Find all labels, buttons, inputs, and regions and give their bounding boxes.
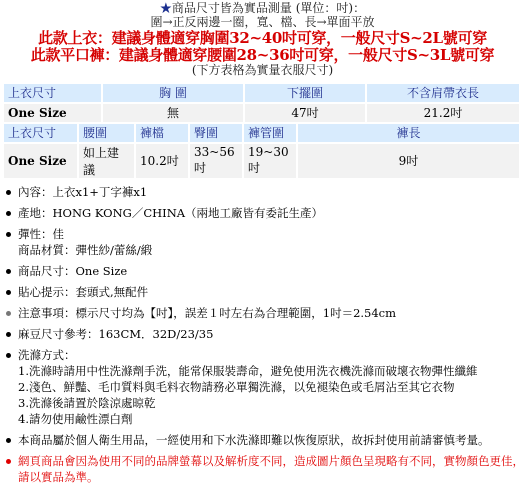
table-header-cell: 褲檔 (136, 124, 188, 142)
bullet-icon (6, 332, 11, 337)
table-cell: 如上建議 (79, 144, 134, 178)
list-item: 商品尺寸：One Size (6, 263, 525, 279)
product-details-list (0, 184, 525, 485)
list-item: 產地：HONG KONG／CHINA（兩地工廠皆有委託生產） (6, 205, 525, 221)
table-header-row (4, 84, 519, 102)
table-row (4, 104, 519, 122)
table-note: (下方表格為實量衣服尺寸) (191, 63, 334, 78)
top-fit-advice: 此款上衣：建議身體適穿胸圍32~40吋可穿，一般尺寸S~2L號可穿 (38, 28, 487, 47)
table-cell: One Size (4, 144, 77, 178)
table-header-cell: 胸 圍 (103, 84, 243, 102)
measure-note: ★商品尺寸皆為實品測量 (單位：吋)： (159, 1, 366, 15)
list-item: 貼心提示：套頭式,無配件 (6, 284, 525, 300)
table-cell: 33~56吋 (190, 144, 242, 178)
table-header-cell: 上衣尺寸 (4, 84, 101, 102)
list-item: 洗滌方式： 1.洗滌時請用中性洗滌劑手洗，能常保服裝壽命，避免使用洗衣機洗滌而破壞衣物彈性纖維 2.淺色、鮮豔、毛巾質料與毛料衣物請務必單獨洗滌，以免褪染色或毛屑沾至其它衣物 3.洗滌後請置於陰涼處晾乾 4.請勿使用鹼性漂白劑 (6, 347, 525, 427)
table-cell: 9吋 (298, 144, 519, 178)
star-icon: ★ (159, 1, 172, 15)
bullet-icon (6, 190, 11, 195)
table-cell: 21.2吋 (367, 104, 519, 122)
top-size-table (2, 82, 521, 124)
bullet-icon (6, 353, 11, 358)
table-cell: 10.2吋 (136, 144, 188, 178)
bullet-icon (6, 459, 11, 464)
table-header-cell: 褲長 (298, 124, 519, 142)
bottom-fit-advice: 此款平口褲：建議身體適穿腰圍28~36吋可穿，一般尺寸S~3L號可穿 (30, 45, 495, 64)
list-item: 麻豆尺寸參考：163CM．32D/23/35 (6, 326, 525, 342)
bullet-icon (6, 232, 11, 237)
list-item: 彈性：佳 商品材質：彈性紗/蕾絲/緞 (6, 226, 525, 258)
list-item: 內容：上衣x1+丁字褲x1 (6, 184, 525, 200)
bullet-icon (6, 211, 11, 216)
bullet-icon (6, 269, 11, 274)
bullet-icon (6, 438, 11, 443)
table-cell: One Size (4, 104, 101, 122)
list-item: 本商品屬於個人衛生用品，一經使用和下水洗滌即難以恢復原狀，故拆封使用前請審慎考量。 (6, 432, 525, 448)
table-header-cell: 腰圍 (79, 124, 134, 142)
table-header-cell: 上衣尺寸 (4, 124, 77, 142)
measure-method: 圍→正反兩邊一圈，寬、檔、長→單面平放 (150, 14, 375, 29)
table-header-row (4, 124, 519, 142)
size-header (0, 0, 525, 78)
table-cell: 無 (103, 104, 243, 122)
table-header-cell: 褲管圍 (244, 124, 296, 142)
table-row (4, 144, 519, 178)
table-header-cell: 臀圍 (190, 124, 242, 142)
bullet-icon (6, 311, 11, 316)
list-item: 網頁商品會因為使用不同的品牌螢幕以及解析度不同，造成圖片顏色呈現略有不同，實物顏色更佳，請以實品為準。 (6, 453, 525, 485)
table-header-cell: 不含肩帶衣長 (367, 84, 519, 102)
list-item: 注意事項：標示尺寸均為【吋】，誤差１吋左右為合理範圍，1吋＝2.54cm (6, 305, 525, 321)
table-cell: 19~30吋 (244, 144, 296, 178)
bottom-size-table (2, 122, 521, 180)
table-cell: 47吋 (245, 104, 365, 122)
table-header-cell: 下擺圍 (245, 84, 365, 102)
bullet-icon (6, 290, 11, 295)
